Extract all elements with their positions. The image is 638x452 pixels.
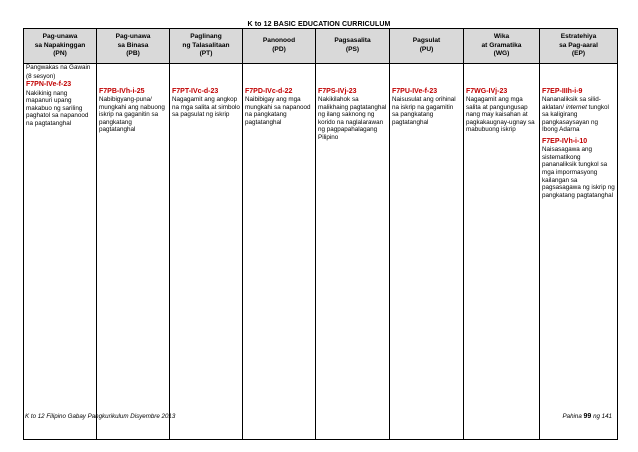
competency-code: F7PS-IVj-23 xyxy=(318,87,357,95)
header-line: (PT) xyxy=(199,50,213,58)
header-line: Pag-unawa xyxy=(42,33,78,41)
header-line: Panonood xyxy=(262,37,296,45)
cell-pt xyxy=(170,64,243,440)
cell-pd xyxy=(243,64,316,440)
header-line: (PS) xyxy=(345,46,360,53)
page-total: ng 141 xyxy=(593,413,612,420)
competency-row xyxy=(24,64,618,440)
competency-text: Nakikilahok sa malikhaing pagtatanghal ng ilang saknong ng korido na naglalarawan ng pagpapahalagang Pilipino xyxy=(318,96,387,141)
header-wg xyxy=(464,29,540,64)
competency-text: Nabibigyang-puna/ mungkahi ang nabuong iskrip na gaganitin sa pangkatang pagtatanghal xyxy=(99,96,165,134)
competency-text: Naisusulat ang orihinal na iskrip na gagamitin sa pangkatang pagtatanghal xyxy=(392,96,456,126)
header-line: at Gramatika xyxy=(481,41,522,49)
footer-document-name: K to 12 Filipino Gabay Pangkurikulum Disyembre 2013 xyxy=(25,413,176,420)
header-line: sa Pag-aaral xyxy=(559,41,598,49)
document-title: K to 12 BASIC EDUCATION CURRICULUM xyxy=(247,21,391,28)
cell-pu xyxy=(390,64,464,440)
header-line: Pagsasalita xyxy=(334,37,371,45)
session-label: Pangwakas na Gawain xyxy=(26,64,91,71)
competency-text: Nakikinig nang mapanuri upang makabuo ng sariling paghatol sa napanood na pagtatanghal xyxy=(26,89,89,127)
cell-ps xyxy=(316,64,390,440)
header-pn xyxy=(24,29,97,64)
header-line: Pag-unawa xyxy=(115,33,151,41)
cell-pn xyxy=(24,64,97,440)
competency-code: F7PU-IVe-f-23 xyxy=(392,87,438,95)
competency-text-part: Nananaliksik sa silid-aklatan/ xyxy=(542,96,601,111)
competency-code: F7WG-IVj-23 xyxy=(466,87,508,95)
header-pt xyxy=(170,29,243,64)
header-ps xyxy=(316,29,390,64)
cell-ep xyxy=(540,64,618,440)
header-line: (WG) xyxy=(493,50,510,58)
footer-page-number xyxy=(563,413,612,420)
curriculum-table xyxy=(23,28,618,440)
header-line: sa Napakinggan xyxy=(34,41,86,49)
competency-text: Nagagamit ang angkop na mga salita at simbolo sa pagsulat ng iskrip xyxy=(172,96,240,119)
header-pb xyxy=(97,29,170,64)
header-line: (PB) xyxy=(126,50,140,58)
header-line: (EP) xyxy=(571,50,586,58)
header-pu xyxy=(390,29,464,64)
page-current: 99 xyxy=(583,413,592,420)
competency-text xyxy=(542,96,615,134)
header-line: (PD) xyxy=(272,46,286,53)
header-line: Wika xyxy=(493,33,510,41)
page-prefix: Pahina xyxy=(562,413,582,420)
header-pd xyxy=(243,29,316,64)
header-line: (PU) xyxy=(419,46,434,53)
header-ep xyxy=(540,29,618,64)
cell-pb xyxy=(97,64,170,440)
header-line: ng Talasalitaan xyxy=(182,41,230,49)
header-line: Paglinang xyxy=(190,33,222,41)
header-line: Estratehiya xyxy=(560,33,597,41)
session-count: (8 sesyon) xyxy=(26,72,56,80)
competency-text: Naibibigay ang mga mungkahi sa napanood na pangkatang pagtatanghal xyxy=(245,96,311,126)
competency-code: F7EP-IVh-i-10 xyxy=(542,137,588,145)
competency-code: F7PB-IVh-i-25 xyxy=(99,87,145,95)
header-line: (PN) xyxy=(53,50,67,58)
header-line: sa Binasa xyxy=(117,41,149,49)
header-row xyxy=(24,29,618,64)
competency-text-part: tungkol sa kaligirang pangkasaysayan ng Ibong Adarna xyxy=(542,103,609,134)
header-line: Pagsulat xyxy=(412,37,441,45)
cell-wg xyxy=(464,64,540,440)
competency-text: Naisasagawa ang sistematikong pananaliksik tungkol sa mga impormasyong kailangan sa pagsasagawa ng iskrip ng pangkatang pagtatanghal xyxy=(542,146,615,199)
competency-code: F7PT-IVc-d-23 xyxy=(172,87,219,95)
competency-code: F7EP-IIIh-i-9 xyxy=(542,87,583,95)
competency-code: F7PN-IVe-f-23 xyxy=(26,81,72,89)
competency-text: Nagagamit ang mga salita at pangungusap nang may kaisahan at pagkakaugnay-ugnay sa mabubuong iskrip xyxy=(466,96,535,134)
competency-code: F7PD-IVc-d-22 xyxy=(245,87,293,95)
competency-text-italic: internet xyxy=(565,103,587,111)
